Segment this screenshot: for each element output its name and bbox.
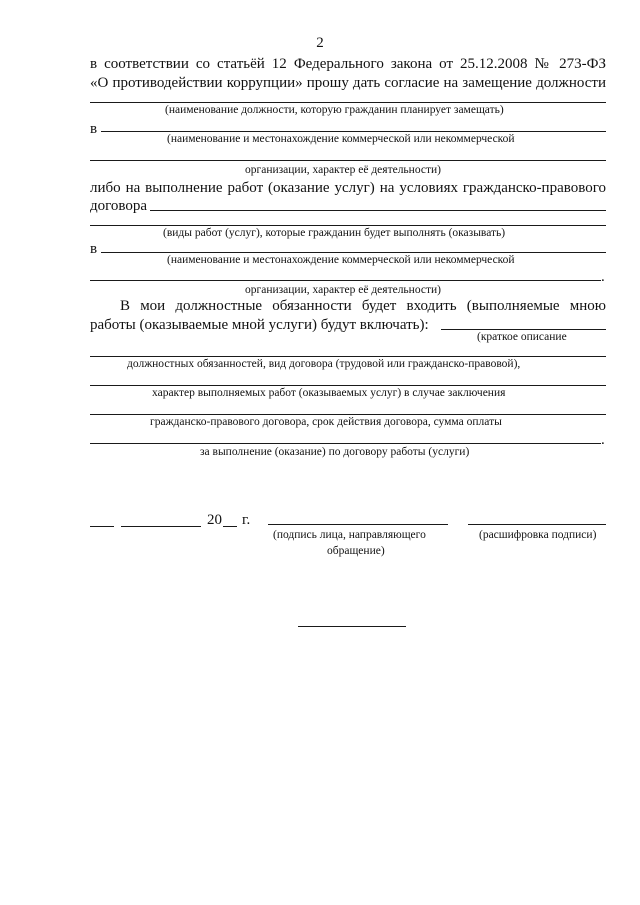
position-fill-line [90,102,606,103]
date-year-prefix: 20 [207,512,222,528]
date-year-line [223,526,237,527]
date-month-line [121,526,201,527]
signature-line [268,524,448,525]
date-year-suffix: г. [242,512,251,528]
org2-period: . [601,269,605,285]
org2-prefix-v: в [90,241,98,257]
duties-line-1: В мои должностные обязанности будет входить (выполняемые мною [120,298,606,314]
org2-fill-line [101,252,606,253]
signature-hint-2: обращение) [327,545,385,557]
duties-fill-line-3 [90,385,606,386]
org2-fill-line-2 [90,280,601,281]
duties-hint-4: гражданско-правового договора, срок действия договора, сумма оплаты [150,416,502,428]
civil-line-2: договора [90,198,148,214]
date-day-line [90,526,114,527]
duties-hint-2: должностных обязанностей, вид договора (трудовой или гражданско-правовой), [127,358,521,370]
org-fill-line [101,131,606,132]
org2-hint-2: организации, характер её деятельности) [245,284,441,296]
org-fill-line-2 [90,160,606,161]
position-hint: (наименование должности, которую гражданин планирует замещать) [165,104,504,116]
duties-period: . [601,432,605,448]
closing-divider [298,626,406,627]
org-hint-1: (наименование и местонахождение коммерческой или некоммерческой [167,133,515,145]
duties-line-2: работы (оказываемые мной услуги) будут включать): [90,317,429,333]
works-fill-line [90,225,606,226]
duties-fill-line-5 [90,443,601,444]
intro-line-2: «О противодействии коррупции» прошу дать согласие на замещение должности [90,75,606,91]
civil-line-1: либо на выполнение работ (оказание услуг) на условиях гражданско-правового [90,180,606,196]
signature-hint-1: (подпись лица, направляющего [273,529,426,541]
decode-hint: (расшифровка подписи) [479,529,597,541]
page-number: 2 [316,35,324,51]
org-hint-2: организации, характер её деятельности) [245,164,441,176]
duties-fill-line-2 [90,356,606,357]
intro-line-1: в соответствии со статьёй 12 Федерального закона от 25.12.2008 № 273-ФЗ [90,56,606,72]
org-prefix-v: в [90,121,98,137]
duties-hint-5: за выполнение (оказание) по договору работы (услуги) [200,446,470,458]
decode-line [468,524,606,525]
contract-fill-line [150,210,606,211]
duties-hint-3: характер выполняемых работ (оказываемых услуг) в случае заключения [152,387,506,399]
duties-hint-1: (краткое описание [477,331,567,343]
duties-fill-line [441,329,606,330]
org2-hint-1: (наименование и местонахождение коммерческой или некоммерческой [167,254,515,266]
duties-fill-line-4 [90,414,606,415]
works-hint: (виды работ (услуг), которые гражданин будет выполнять (оказывать) [163,227,506,239]
